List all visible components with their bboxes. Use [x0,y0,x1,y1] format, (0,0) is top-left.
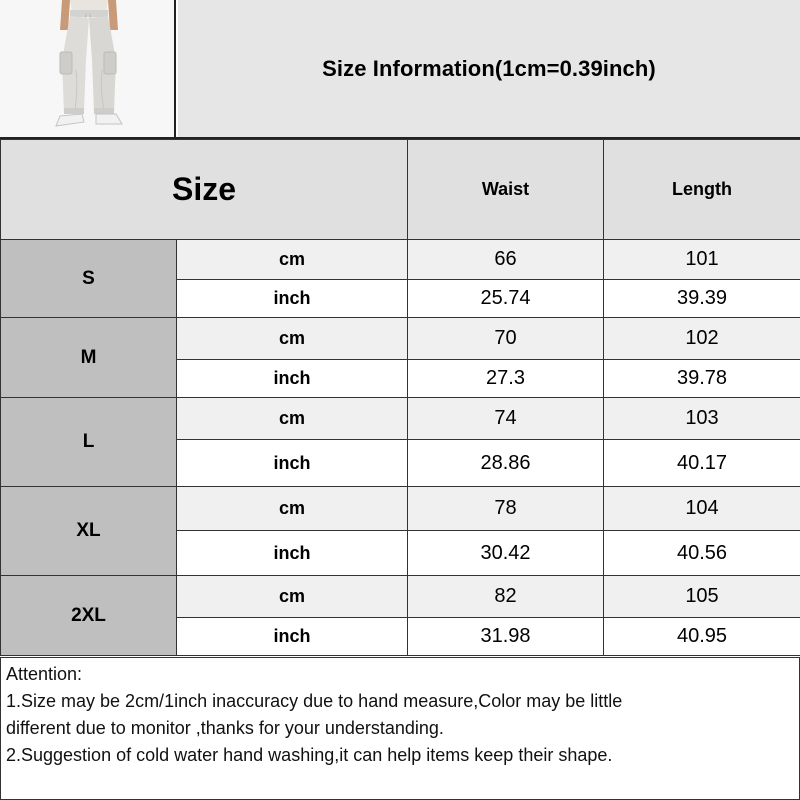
length-cell: 103 [604,398,800,440]
page-title: Size Information(1cm=0.39inch) [178,0,800,137]
unit-cell: cm [177,318,408,360]
size-column-header: Size [1,140,408,240]
waist-cell: 30.42 [408,531,604,576]
waist-cell: 78 [408,487,604,531]
unit-cell: cm [177,398,408,440]
length-column-header: Length [604,140,800,240]
length-cell: 39.78 [604,360,800,398]
attention-line: different due to monitor ,thanks for your understanding. [6,718,444,738]
unit-cell: inch [177,280,408,318]
table-row [1,240,800,280]
waist-cell: 28.86 [408,440,604,487]
unit-cell: inch [177,360,408,398]
length-cell: 102 [604,318,800,360]
waist-cell: 25.74 [408,280,604,318]
unit-cell: inch [177,618,408,656]
waist-cell: 66 [408,240,604,280]
unit-cell: cm [177,240,408,280]
length-cell: 40.17 [604,440,800,487]
length-cell: 105 [604,576,800,618]
unit-cell: inch [177,531,408,576]
table-row [1,318,800,360]
length-cell: 40.56 [604,531,800,576]
length-cell: 39.39 [604,280,800,318]
waist-column-header: Waist [408,140,604,240]
size-label: S [1,240,177,318]
size-label: M [1,318,177,398]
waist-cell: 82 [408,576,604,618]
attention-line: 2.Suggestion of cold water hand washing,it can help items keep their shape. [6,745,613,765]
length-cell: 40.95 [604,618,800,656]
length-cell: 104 [604,487,800,531]
table-header-row [1,140,800,240]
unit-cell: cm [177,487,408,531]
size-label: L [1,398,177,487]
length-cell: 101 [604,240,800,280]
header [0,0,800,138]
attention-line: 1.Size may be 2cm/1inch inaccuracy due to hand measure,Color may be little [6,691,623,711]
waist-cell: 74 [408,398,604,440]
size-table [0,139,800,656]
waist-cell: 70 [408,318,604,360]
product-photo [0,0,176,137]
unit-cell: inch [177,440,408,487]
unit-cell: cm [177,576,408,618]
size-label: XL [1,487,177,576]
table-row [1,487,800,531]
attention-heading: Attention: [6,664,83,684]
table-row [1,576,800,618]
table-row [1,398,800,440]
size-label: 2XL [1,576,177,656]
attention-notes [0,657,800,800]
waist-cell: 27.3 [408,360,604,398]
waist-cell: 31.98 [408,618,604,656]
